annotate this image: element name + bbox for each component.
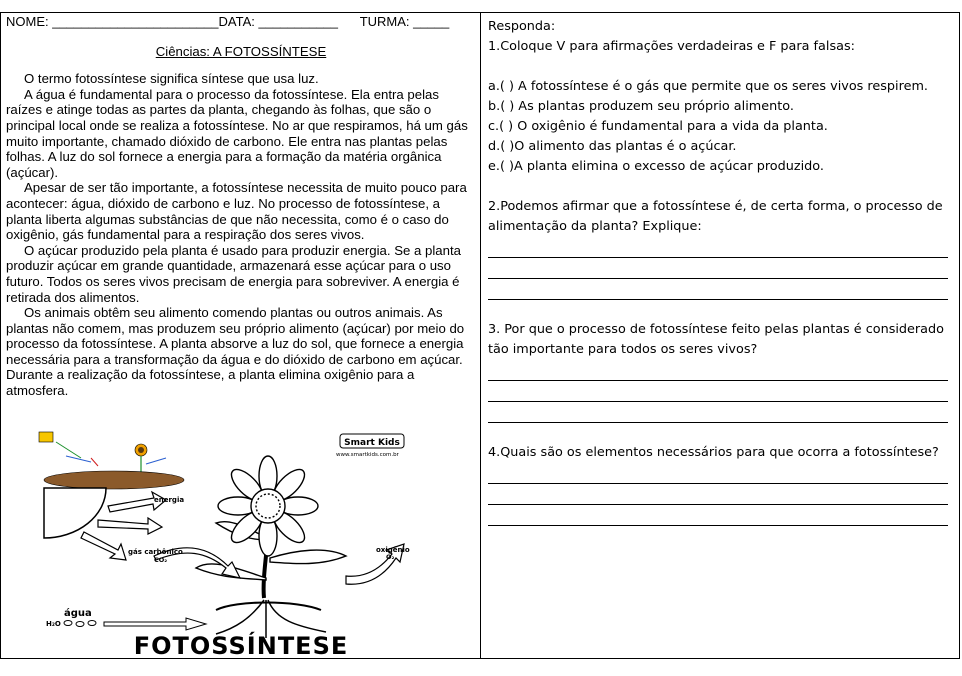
true-false-item: a.( ) A fotossíntese é o gás que permite que os seres vivos respirem. bbox=[488, 79, 928, 94]
answer-line[interactable] bbox=[488, 505, 948, 526]
paragraph: A água é fundamental para o processo da fotossíntese. Ela entra pelas raízes e atinge todas as partes da planta, chegando às folhas, que são o principal local onde se realiza a fotossíntese. No ar que respiramos, há um gás muito importante, chamado dióxido de carbono. Ele entra nas plantas pelas folhas. A luz do sol fornece a energia para a formação da matéria orgânica (açúcar). bbox=[6, 86, 468, 180]
water-arrow bbox=[104, 618, 206, 630]
header-row bbox=[6, 14, 476, 30]
paragraph: Apesar de ser tão importante, a fotossíntese necessita de muito pouco para acontecer: água, dióxido de carbono e luz. No processo de fotossíntese, a planta liberta algumas substâncias de que não necessita, como é o caso do oxigênio, gás fundamental para a respiração dos seres vivos. bbox=[6, 180, 467, 243]
question-3: 3. Por que o processo de fotossíntese feito pelas plantas é considerado tão importante para todos os seres vivos? bbox=[488, 322, 944, 357]
small-sun-icon bbox=[39, 432, 53, 442]
smartkids-logo bbox=[336, 434, 404, 458]
true-false-item: e.( )A planta elimina o excesso de açúcar produzido. bbox=[488, 159, 824, 174]
column-divider bbox=[480, 12, 481, 659]
reading-column bbox=[6, 14, 476, 399]
questions-intro: Responda: bbox=[488, 19, 556, 34]
turma-field: TURMA: _____ bbox=[359, 14, 450, 29]
questions-column bbox=[488, 17, 954, 526]
oxigenio-label: oxigênio bbox=[376, 546, 410, 554]
answer-line[interactable] bbox=[488, 279, 948, 300]
gas-carbonico-label: gás carbônico bbox=[128, 548, 183, 556]
answer-line[interactable] bbox=[488, 402, 948, 423]
answer-line[interactable] bbox=[488, 237, 948, 258]
true-false-item: b.( ) As plantas produzem seu próprio alimento. bbox=[488, 99, 794, 114]
h2o-label: H₂O bbox=[46, 620, 61, 628]
page-title: Ciências: A FOTOSSÍNTESE bbox=[155, 43, 327, 59]
answer-line[interactable] bbox=[488, 258, 948, 279]
logo-text: Smart Kids bbox=[344, 438, 400, 448]
sunflower-icon bbox=[196, 456, 346, 638]
logo-url: www.smartkids.com.br bbox=[336, 452, 399, 458]
question-4: 4.Quais são os elementos necessários para que ocorra a fotossíntese? bbox=[488, 445, 939, 460]
answer-line[interactable] bbox=[488, 484, 948, 505]
true-false-item: d.( )O alimento das plantas é o açúcar. bbox=[488, 139, 737, 154]
sun-icon bbox=[44, 488, 106, 538]
answer-line[interactable] bbox=[488, 463, 948, 484]
energia-label: energia bbox=[154, 496, 185, 504]
paragraph: O termo fotossíntese significa síntese que usa luz. bbox=[24, 71, 319, 87]
data-field: DATA: ___________ bbox=[218, 14, 339, 29]
fotossintese-title: FOTOSSÍNTESE bbox=[133, 632, 349, 658]
agua-label: água bbox=[64, 608, 92, 619]
co2-label: CO₂ bbox=[154, 556, 168, 564]
o2-label: O₂ bbox=[386, 553, 395, 561]
answer-line[interactable] bbox=[488, 360, 948, 381]
paragraph: O açúcar produzido pela planta é usado para produzir energia. Se a planta produzir açúcar em grande quantidade, armazenará esse açúcar para o uso futuro. Todos os seres vivos precisam de energia para sobreviver. A energia é retirada dos alimentos. bbox=[6, 242, 461, 305]
true-false-item: c.( ) O oxigênio é fundamental para a vida da planta. bbox=[488, 119, 828, 134]
small-plant-icon bbox=[44, 442, 184, 489]
question-1: 1.Coloque V para afirmações verdadeiras e F para falsas: bbox=[488, 39, 855, 54]
water-droplets bbox=[64, 621, 96, 627]
paragraph: Os animais obtêm seu alimento comendo plantas ou outros animais. As plantas não comem, mas produzem seu próprio alimento (açúcar) por meio do processo da fotossíntese. A planta absorve a luz do sol, que fornece a energia necessária para a transformação da água e do dióxido de carbono em açúcar. Durante a realização da fotossíntese, a planta elimina oxigênio para a atmosfera. bbox=[6, 305, 465, 399]
question-2: 2.Podemos afirmar que a fotossíntese é, de certa forma, o processo de alimentação da planta? Explique: bbox=[488, 199, 943, 234]
photosynthesis-illustration bbox=[36, 428, 446, 658]
nome-field: NOME: _______________________ bbox=[6, 14, 219, 29]
answer-line[interactable] bbox=[488, 381, 948, 402]
